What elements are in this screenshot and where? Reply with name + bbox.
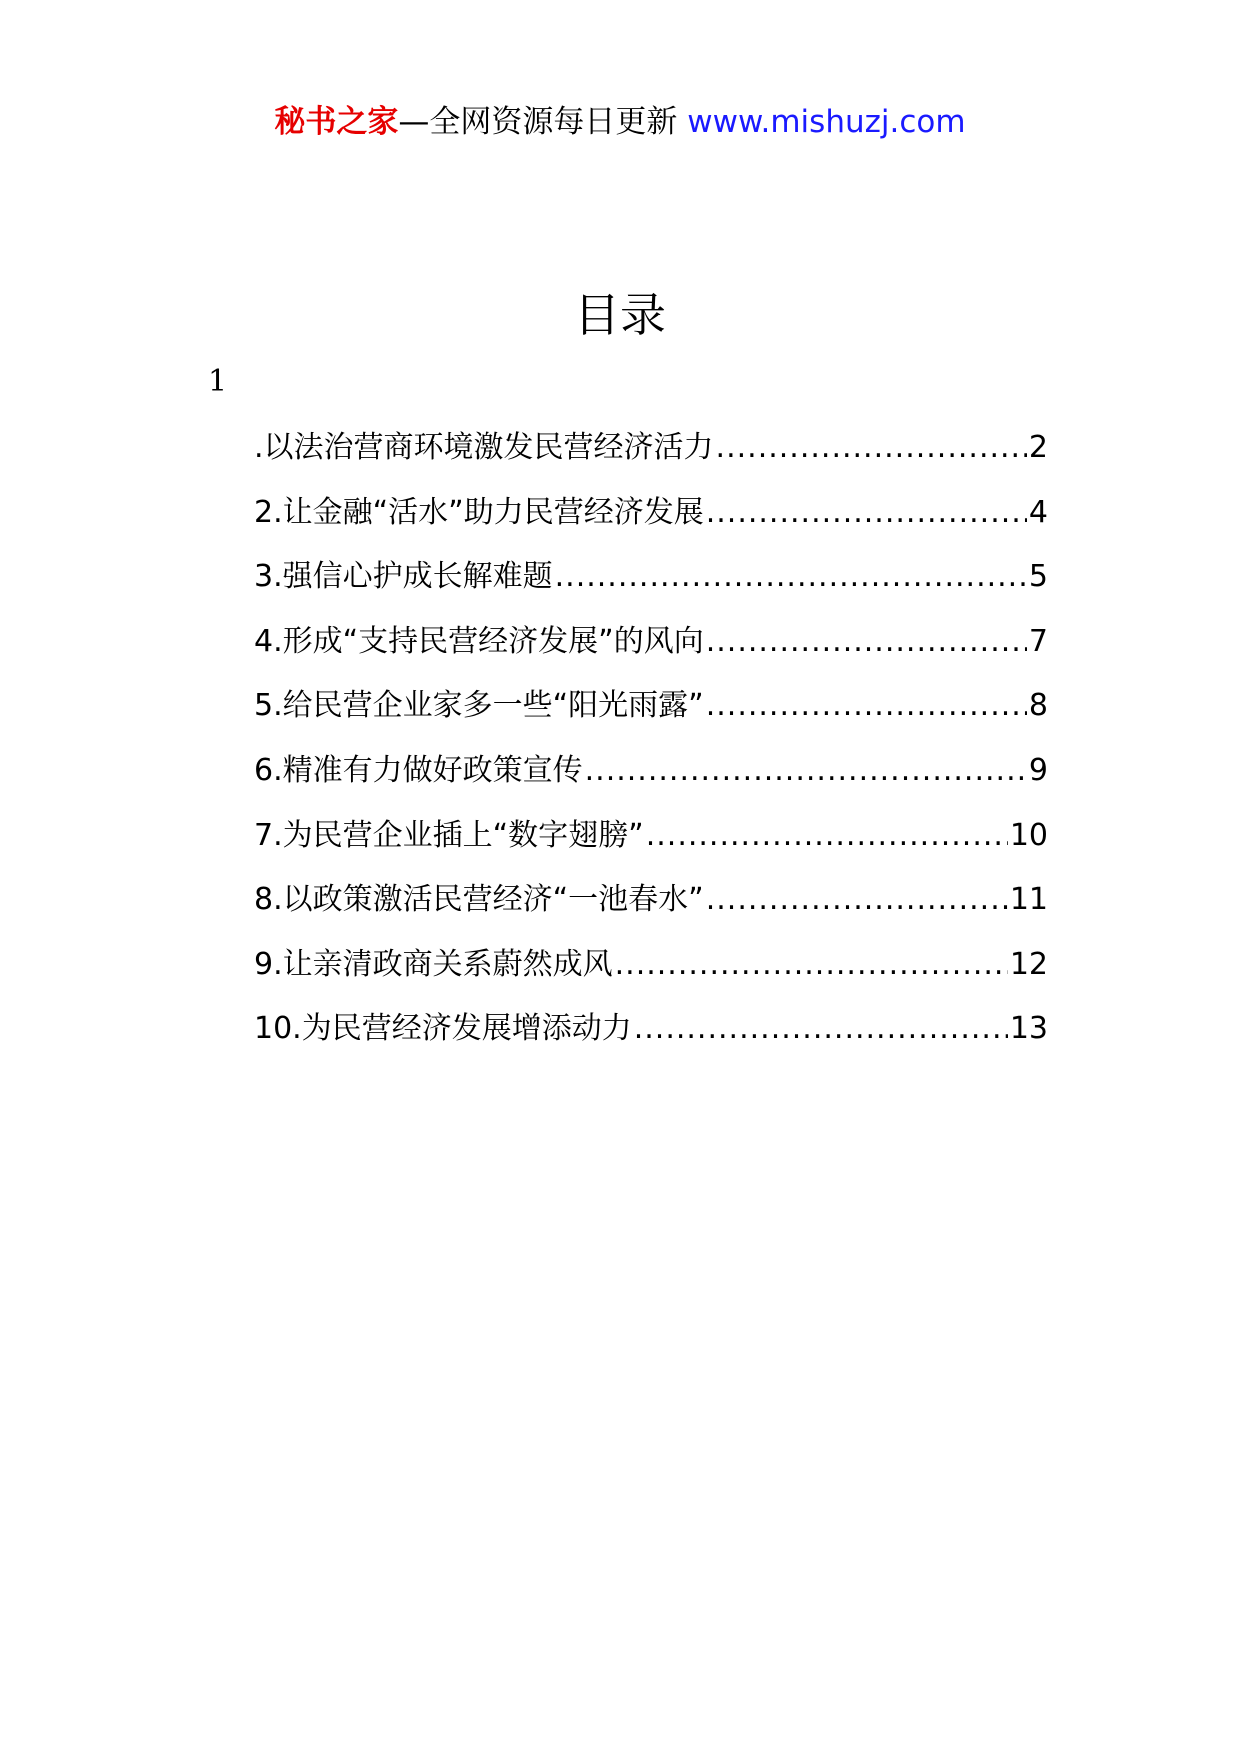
- toc-dot-leader: [706, 620, 1027, 664]
- toc-dot-leader: [706, 878, 1008, 922]
- toc-dot-leader: [716, 426, 1027, 470]
- toc-dot-leader: [634, 1007, 1008, 1051]
- toc-page-number: 4: [1028, 494, 1048, 530]
- stray-number: 1: [208, 364, 228, 399]
- toc-page-number: 12: [1009, 946, 1048, 982]
- toc-list: [254, 426, 1048, 1072]
- toc-dot-leader: [615, 943, 1008, 987]
- toc-title: 目录: [574, 288, 666, 342]
- toc-entry[interactable]: [254, 878, 1048, 943]
- toc-entry[interactable]: [254, 555, 1048, 620]
- toc-dot-leader: [706, 491, 1027, 535]
- toc-page-number: 13: [1009, 1011, 1048, 1047]
- toc-entry-title: 2.让金融“活水”助力民营经济发展: [254, 494, 704, 530]
- toc-entry-title: 6.精准有力做好政策宣传: [254, 752, 583, 788]
- toc-page-number: 10: [1009, 817, 1048, 853]
- brand-name: 秘书之家: [274, 104, 399, 140]
- toc-entry-title: 8.以政策激活民营经济“一池春水”: [254, 882, 704, 918]
- toc-entry[interactable]: [254, 749, 1048, 814]
- toc-page-number: 2: [1028, 430, 1048, 465]
- toc-page-number: 7: [1028, 623, 1048, 659]
- toc-entry-title: .以法治营商环境激发民营经济活力: [254, 430, 714, 465]
- toc-entry[interactable]: [254, 1007, 1048, 1072]
- toc-page-number: 8: [1028, 688, 1048, 724]
- toc-entry-title: 9.让亲清政商关系蔚然成风: [254, 946, 613, 982]
- toc-page-number: 11: [1009, 882, 1048, 918]
- toc-page-number: 9: [1028, 752, 1048, 788]
- toc-entry-title: 4.形成“支持民营经济发展”的风向: [254, 623, 704, 659]
- toc-dot-leader: [706, 684, 1027, 728]
- toc-entry[interactable]: [254, 943, 1048, 1008]
- site-header: [0, 100, 1240, 144]
- toc-dot-leader: [555, 555, 1027, 599]
- toc-entry[interactable]: [254, 814, 1048, 879]
- site-tagline: —全网资源每日更新: [398, 104, 678, 140]
- toc-dot-leader: [646, 814, 1008, 858]
- toc-page-number: 5: [1028, 559, 1048, 595]
- toc-entry[interactable]: [254, 491, 1048, 556]
- toc-entry[interactable]: [254, 684, 1048, 749]
- toc-entry[interactable]: [254, 426, 1048, 491]
- toc-entry-title: 5.给民营企业家多一些“阳光雨露”: [254, 688, 704, 724]
- site-url-link[interactable]: www.mishuzj.com: [687, 104, 966, 140]
- toc-entry-title: 7.为民营企业插上“数字翅膀”: [254, 817, 644, 853]
- toc-entry-title: 3.强信心护成长解难题: [254, 559, 553, 595]
- toc-dot-leader: [585, 749, 1027, 793]
- toc-entry[interactable]: [254, 620, 1048, 685]
- toc-entry-title: 10.为民营经济发展增添动力: [254, 1011, 632, 1047]
